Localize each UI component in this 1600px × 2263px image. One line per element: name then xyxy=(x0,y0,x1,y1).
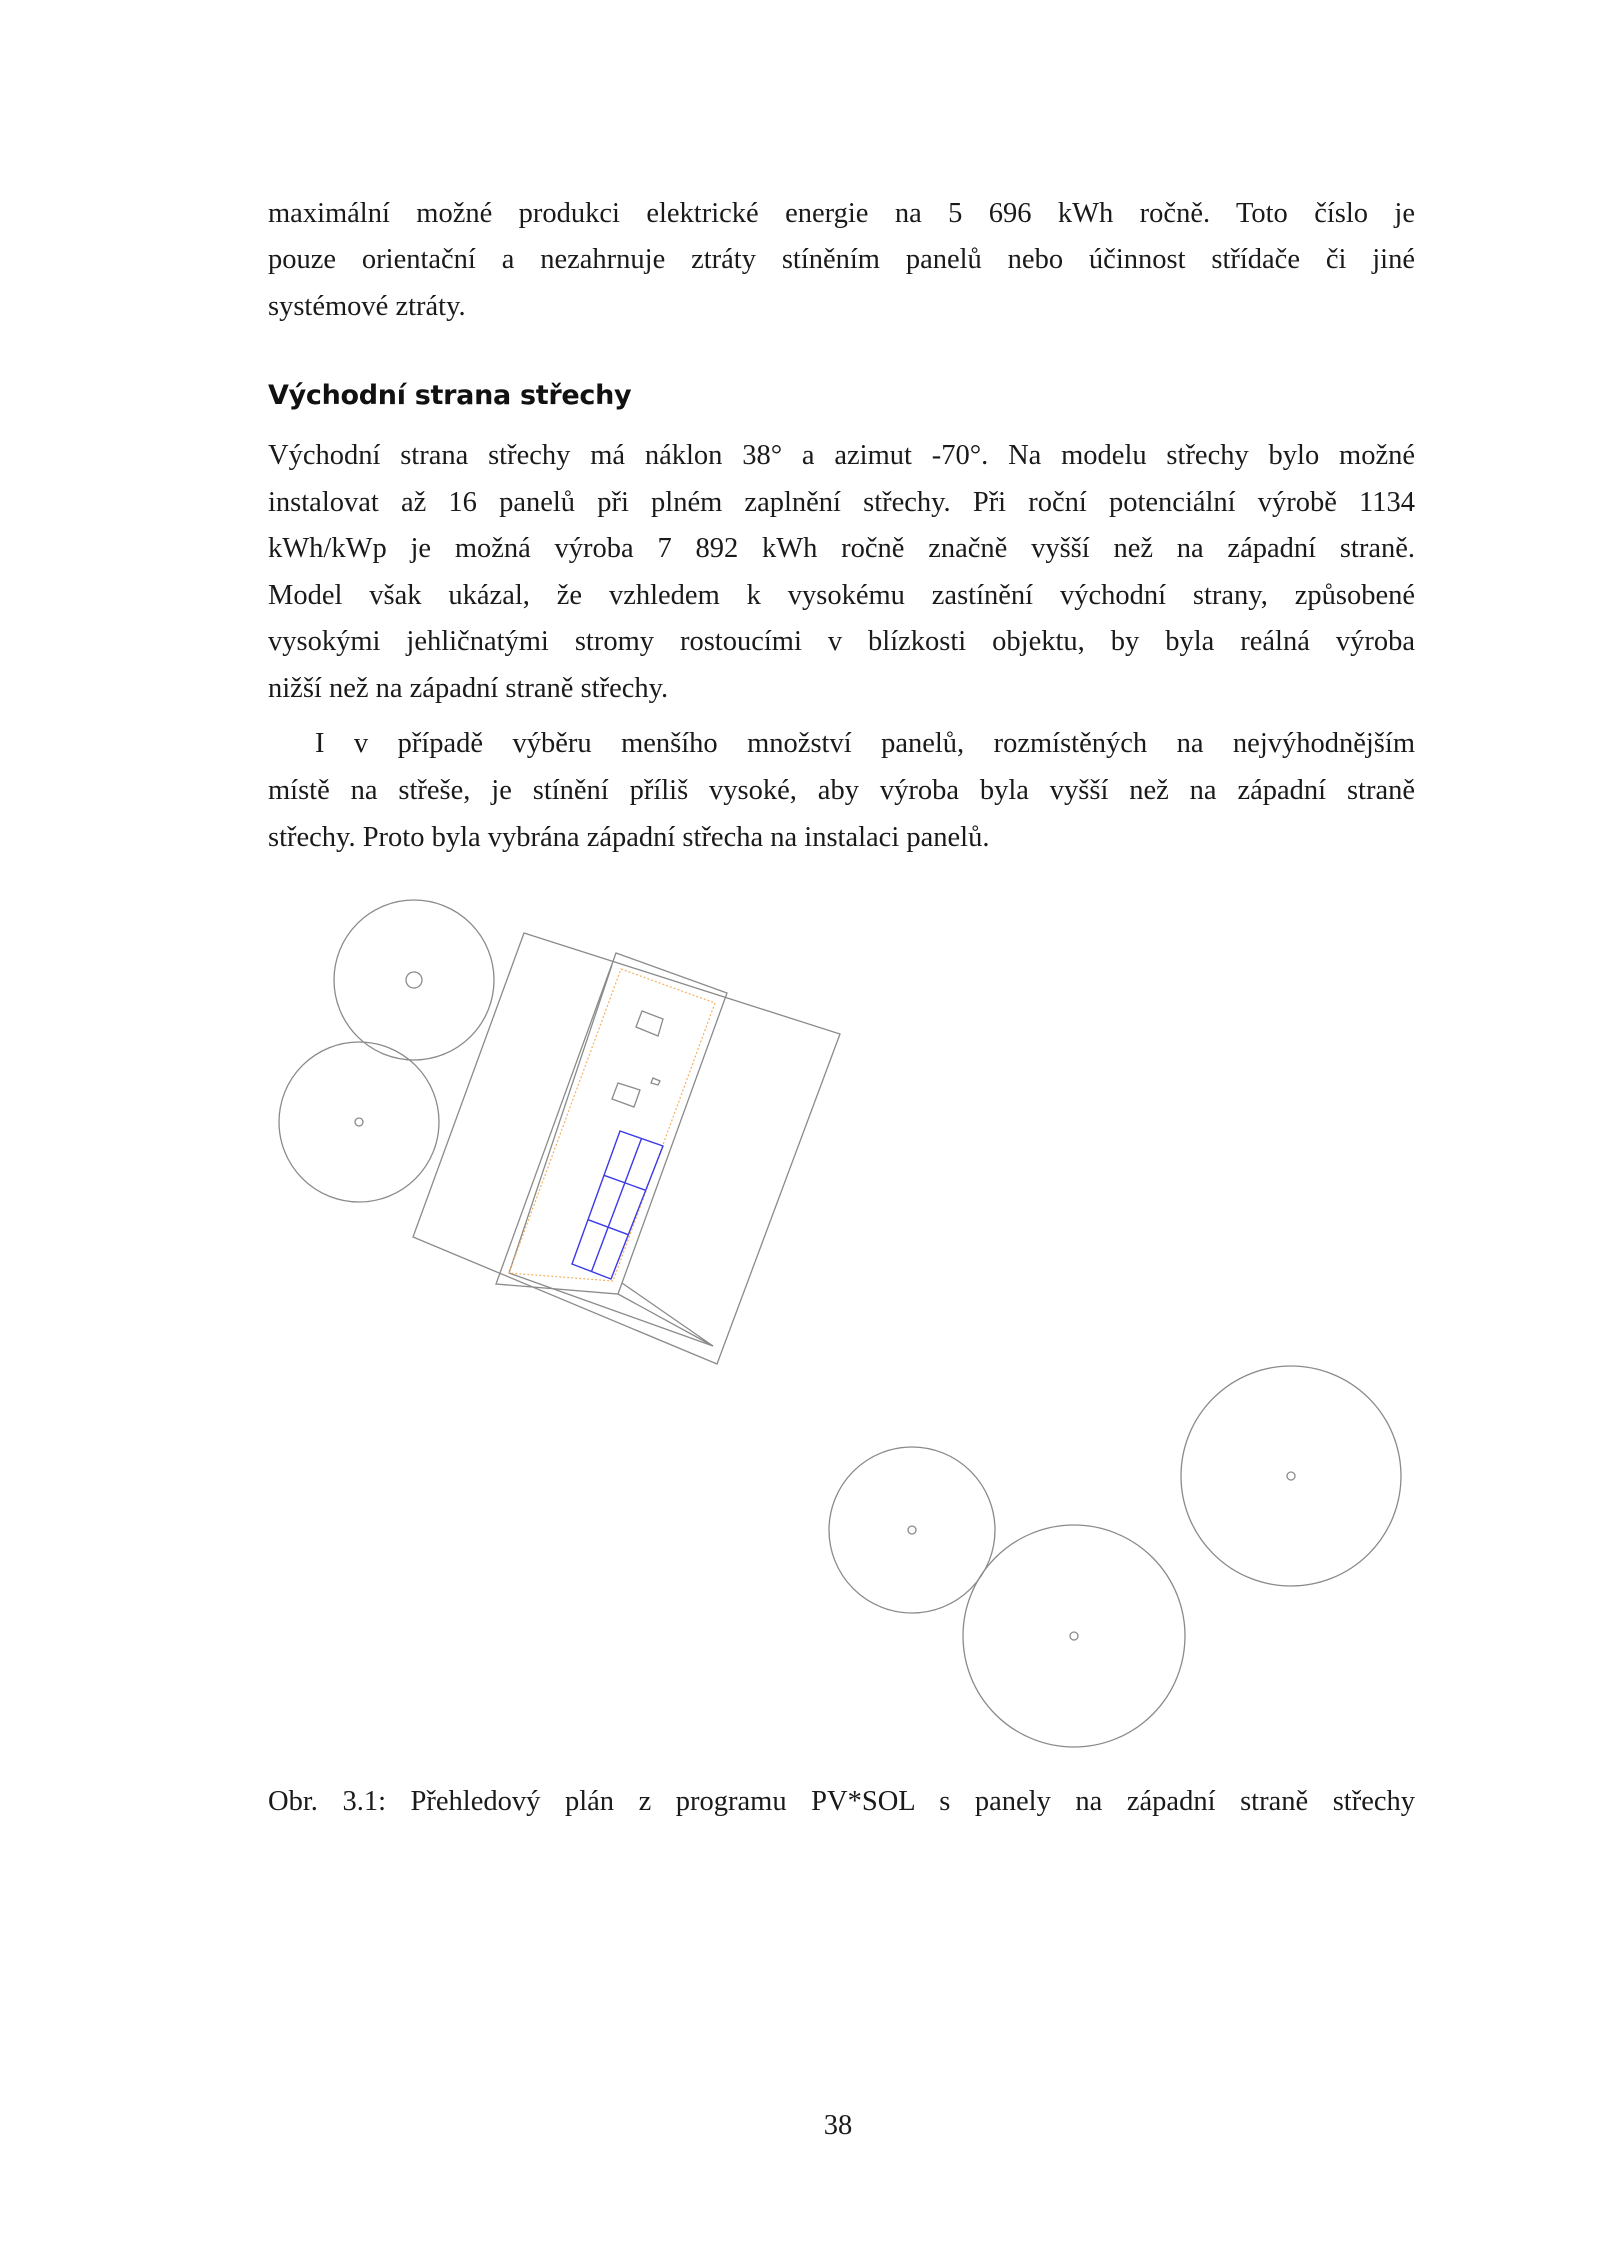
page-number: 38 xyxy=(823,2110,853,2141)
roof-window xyxy=(612,1083,640,1107)
text-line: nižší než na západní straně střechy. xyxy=(268,673,669,704)
text-line: Model však ukázal, že vzhledem k vysokému zastínění východní strany, způsobené xyxy=(268,580,1415,611)
tree-trunk xyxy=(1287,1472,1295,1480)
roof-window xyxy=(636,1011,663,1036)
text-line: kWh/kWp je možná výroba 7 892 kWh ročně značně vyšší než na západní straně. xyxy=(268,533,1415,564)
text-line: Východní strana střechy má náklon 38° a azimut -70°. Na modelu střechy bylo možné xyxy=(268,440,1415,471)
text-line: systémové ztráty. xyxy=(268,291,466,322)
roof-area-outline xyxy=(509,969,715,1281)
text-line: pouze orientační a nezahrnuje ztráty stíněním panelů nebo účinnost střídače či jiné xyxy=(268,244,1415,275)
text-line: vysokými jehličnatými stromy rostoucími v blízkosti objektu, by byla reálná výroba xyxy=(268,626,1415,657)
pv-panel-array-outline xyxy=(572,1131,663,1279)
tree xyxy=(334,900,494,1060)
pv-panel-grid xyxy=(572,1131,663,1279)
roof-strip xyxy=(496,953,727,1294)
pv-panel-divider xyxy=(588,1220,628,1235)
section-heading: Východní strana střechy xyxy=(268,380,632,411)
tree-canopy xyxy=(1181,1366,1401,1586)
text-line: střechy. Proto byla vybrána západní střecha na instalaci panelů. xyxy=(268,822,990,853)
tree xyxy=(279,1042,439,1202)
tree-canopy xyxy=(963,1525,1185,1747)
text-line: I v případě výběru menšího množství panelů, rozmístěných na nejvýhodnějším xyxy=(315,728,1415,759)
tree xyxy=(1181,1366,1401,1586)
roof-vent xyxy=(651,1078,660,1085)
tree-trunk xyxy=(406,972,422,988)
tree-canopy xyxy=(279,1042,439,1202)
tree-canopy xyxy=(334,900,494,1060)
text-line: místě na střeše, je stínění příliš vysoké, aby výroba byla vyšší než na západní straně xyxy=(268,775,1415,806)
pv-panel-divider xyxy=(604,1175,646,1190)
tree-trunk xyxy=(908,1526,916,1534)
tree-trunk xyxy=(1070,1632,1078,1640)
roof-edge-line xyxy=(509,965,612,1273)
text-line: maximální možné produkci elektrické energie na 5 696 kWh ročně. Toto číslo je xyxy=(268,198,1415,229)
tree xyxy=(963,1525,1185,1747)
roof-triangle xyxy=(509,1273,713,1346)
tree xyxy=(829,1447,995,1613)
figure-caption: Obr. 3.1: Přehledový plán z programu PV*SOL s panely na západní straně střechy xyxy=(268,1786,1415,1817)
text-line: instalovat až 16 panelů při plném zaplnění střechy. Při roční potenciální výrobě 1134 xyxy=(268,487,1415,518)
roof-triangle-line xyxy=(618,1294,713,1346)
tree-trunk xyxy=(355,1118,363,1126)
tree-canopy xyxy=(829,1447,995,1613)
